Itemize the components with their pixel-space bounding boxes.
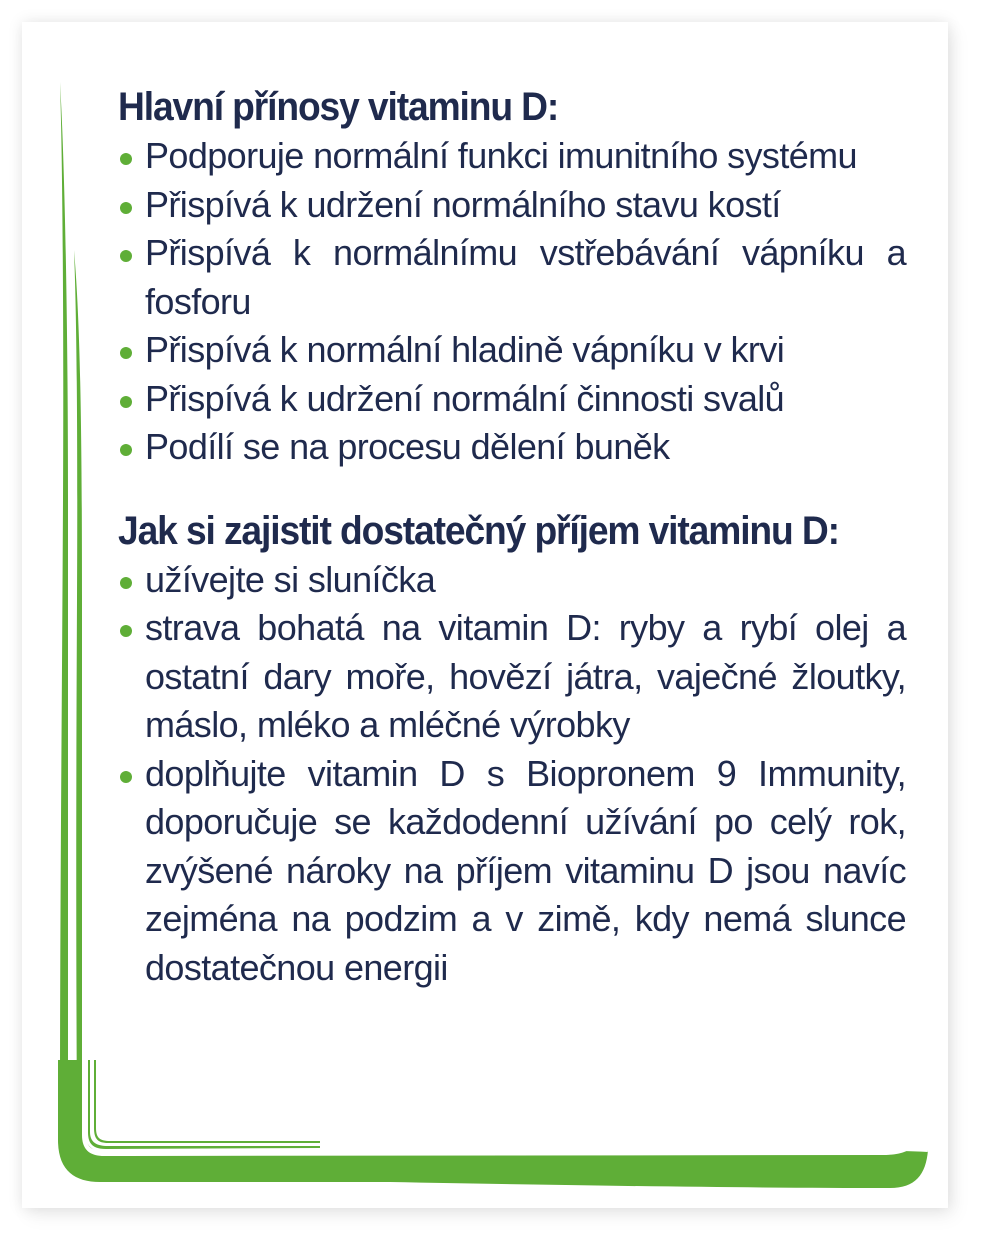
content-area — [118, 82, 906, 992]
list-item-text: doplňujte vitamin D s Biopronem 9 Immunity, doporučuje se každodenní užívání po celý rok, zvýšené nároky na příjem vitaminu D jsou navíc zejména na podzim a v zimě, kdy nemá slunce dostatečnou energii — [145, 752, 906, 988]
bullet-dot-icon — [120, 396, 132, 408]
bullet-dot-icon — [120, 202, 132, 214]
benefits-list — [118, 132, 906, 472]
list-item — [118, 326, 906, 375]
list-item — [118, 229, 906, 326]
intake-section — [118, 506, 906, 993]
list-item — [118, 423, 906, 472]
list-item-text: užívejte si sluníčka — [145, 558, 436, 600]
bullet-dot-icon — [120, 347, 132, 359]
bullet-dot-icon — [120, 250, 132, 262]
section-heading-benefits: Hlavní přínosy vitaminu D: — [118, 85, 559, 129]
list-item — [118, 556, 906, 605]
bullet-dot-icon — [120, 625, 132, 637]
bullet-dot-icon — [120, 153, 132, 165]
bullet-dot-icon — [120, 771, 132, 783]
list-item — [118, 375, 906, 424]
list-item-text: Přispívá k normální hladině vápníku v krvi — [145, 329, 785, 370]
list-item-text: Podílí se na procesu dělení buněk — [145, 426, 670, 467]
list-item-text: strava bohatá na vitamin D: ryby a rybí olej a ostatní dary moře, hovězí játra, vaječné žloutky, máslo, mléko a mléčné výrobky — [145, 607, 906, 745]
list-item-text: Přispívá k udržení normální činnosti svalů — [145, 377, 785, 419]
list-item — [118, 132, 906, 181]
intake-list — [118, 556, 906, 993]
bullet-dot-icon — [120, 444, 132, 456]
list-item — [118, 181, 906, 230]
list-item — [118, 750, 906, 993]
list-item-text: Přispívá k udržení normálního stavu kostí — [145, 183, 781, 225]
list-item-text: Přispívá k normálnímu vstřebávání vápníku a fosforu — [145, 232, 906, 322]
list-item — [118, 604, 906, 750]
list-item-text: Podporuje normální funkci imunitního systému — [145, 135, 857, 176]
bullet-dot-icon — [120, 577, 132, 589]
benefits-section — [118, 82, 906, 472]
section-heading-intake: Jak si zajistit dostatečný příjem vitaminu D: — [118, 508, 839, 553]
